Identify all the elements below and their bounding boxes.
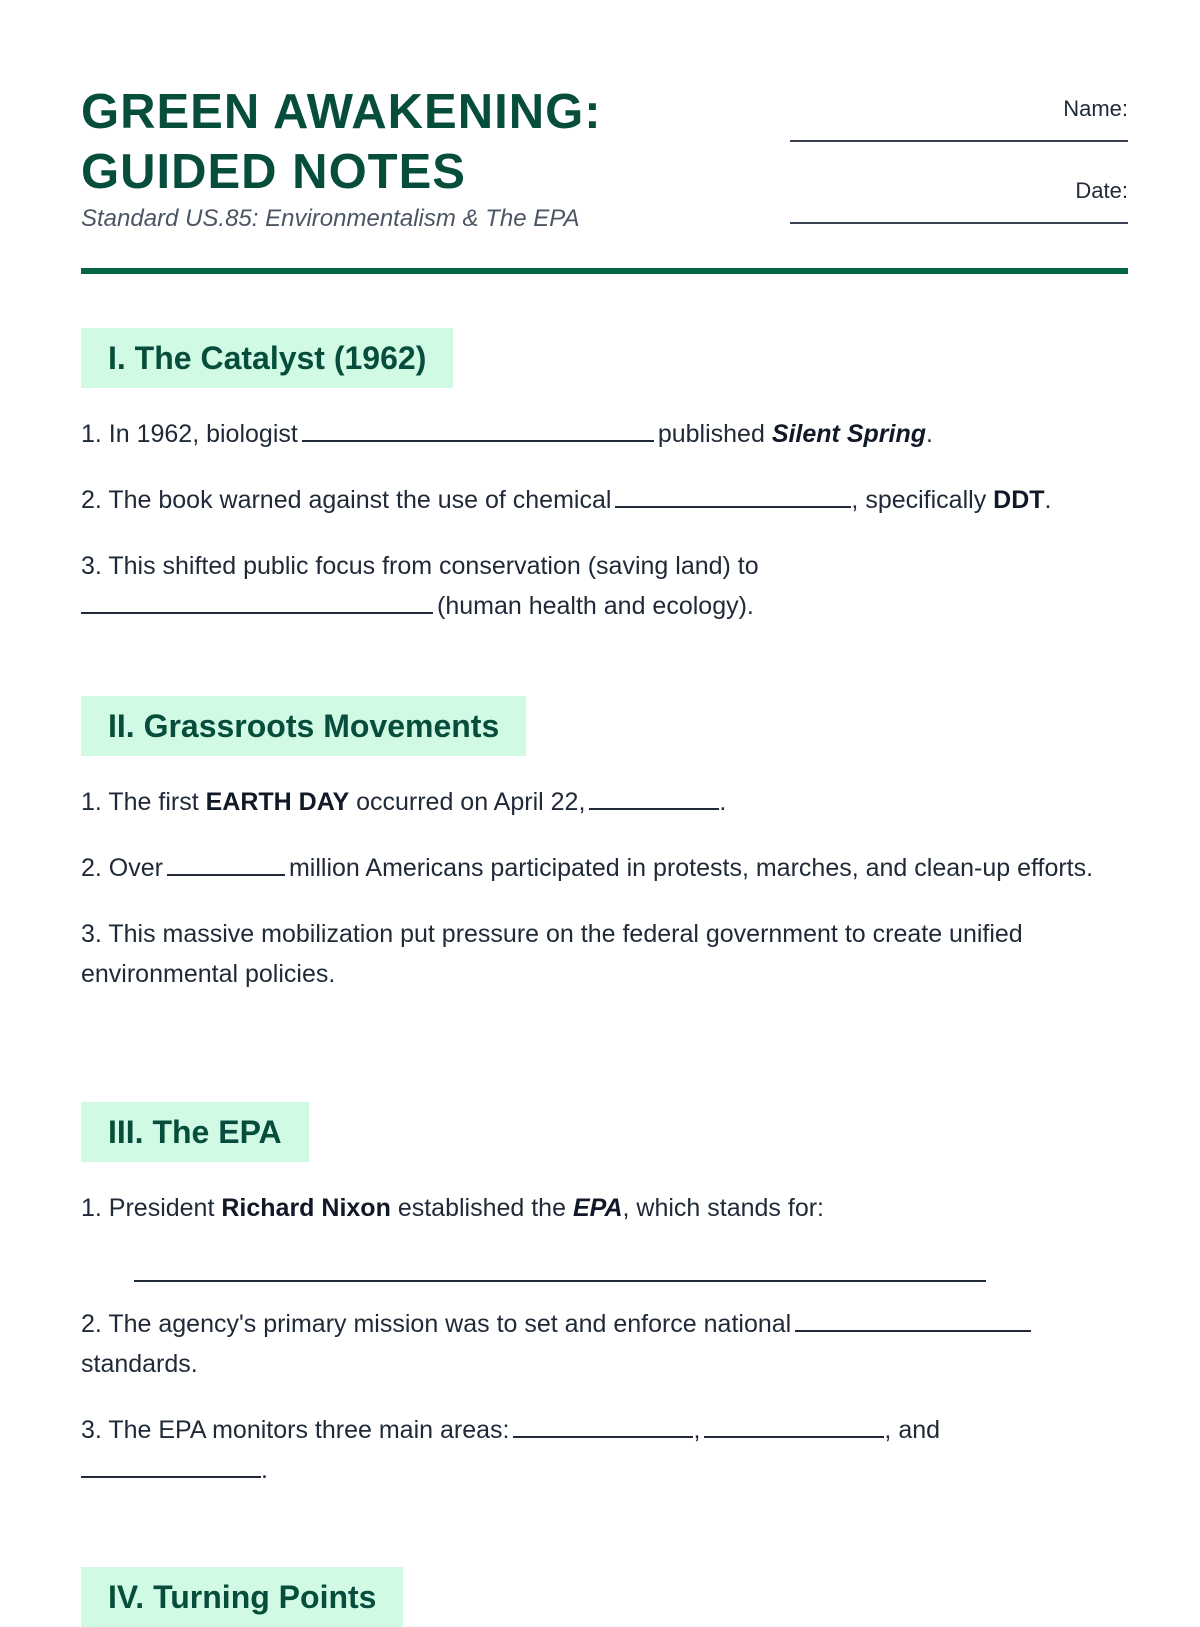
section-heading: IV. Turning Points: [81, 1567, 403, 1627]
title-line-2: GUIDED NOTES: [81, 145, 466, 199]
text: .: [719, 788, 727, 816]
section-heading: II. Grassroots Movements: [81, 696, 526, 756]
name-label: Name:: [1063, 96, 1128, 121]
answer-blank[interactable]: [704, 1414, 884, 1438]
name-date-fields: [788, 96, 1128, 260]
divider: [81, 268, 1128, 274]
text: (human health and ecology).: [437, 592, 754, 620]
text: 1. President: [81, 1194, 215, 1222]
text: , specifically: [851, 486, 987, 514]
answer-blank[interactable]: [134, 1258, 986, 1282]
text: 2. Over: [81, 854, 163, 882]
text: , which stands for:: [622, 1194, 824, 1222]
question-3: [81, 914, 1128, 994]
question-3: [81, 1410, 1128, 1490]
text: 2. The book warned against the use of chemical: [81, 486, 612, 514]
question-3: [81, 546, 1128, 626]
date-blank[interactable]: [790, 204, 1128, 224]
text: , and: [884, 1416, 941, 1444]
text: .: [1044, 486, 1052, 514]
text: 2. The agency's primary mission was to set and enforce national: [81, 1310, 792, 1338]
text: million Americans participated in protests, marches, and clean-up efforts.: [288, 854, 1094, 882]
question-2: [81, 848, 1128, 888]
header: [81, 0, 1128, 275]
answer-line-container: [81, 1228, 1128, 1294]
text: .: [926, 420, 933, 448]
answer-blank[interactable]: [81, 1454, 261, 1478]
text: standards.: [81, 1350, 198, 1378]
text: occurred on April 22,: [356, 788, 586, 816]
bold-term: DDT: [993, 486, 1045, 514]
section-heading: I. The Catalyst (1962): [81, 328, 453, 388]
text: 1. The first: [81, 788, 199, 816]
bold-term: Richard Nixon: [221, 1194, 391, 1222]
page-title: [81, 82, 602, 202]
section-epa: [81, 1102, 1128, 1490]
answer-blank[interactable]: [513, 1414, 693, 1438]
answer-blank[interactable]: [167, 852, 285, 876]
answer-blank[interactable]: [302, 418, 654, 442]
name-blank[interactable]: [790, 122, 1128, 142]
worksheet: [81, 0, 1128, 1615]
answer-blank[interactable]: [589, 786, 719, 810]
text: .: [261, 1456, 268, 1484]
question-1: [81, 414, 1128, 454]
text: 3. This shifted public focus from conservation (saving land) to: [81, 552, 759, 580]
book-title: Silent Spring: [771, 420, 926, 448]
bold-term: EARTH DAY: [205, 788, 350, 816]
question-1: [81, 1188, 1128, 1228]
question-2: [81, 480, 1128, 520]
date-label: Date:: [1075, 178, 1128, 203]
text: established the: [397, 1194, 566, 1222]
acronym: EPA: [572, 1194, 623, 1222]
section-grassroots: [81, 696, 1128, 994]
answer-blank[interactable]: [795, 1308, 1031, 1332]
subtitle: Standard US.85: Environmentalism & The EPA: [81, 205, 580, 232]
answer-blank[interactable]: [615, 484, 851, 508]
text: 3. This massive mobilization put pressure on the federal government to create unified environmental policies.: [81, 920, 1023, 988]
answer-blank[interactable]: [81, 590, 433, 614]
question-1: [81, 782, 1128, 822]
text: 1. In 1962, biologist: [81, 420, 298, 448]
question-2: [81, 1304, 1091, 1384]
section-heading: III. The EPA: [81, 1102, 309, 1162]
section-catalyst: [81, 328, 1128, 626]
text: published: [657, 420, 765, 448]
text: 3. The EPA monitors three main areas:: [81, 1416, 510, 1444]
title-line-1: GREEN AWAKENING:: [81, 85, 602, 139]
section-turning-points: [81, 1567, 403, 1627]
text: ,: [693, 1416, 701, 1444]
